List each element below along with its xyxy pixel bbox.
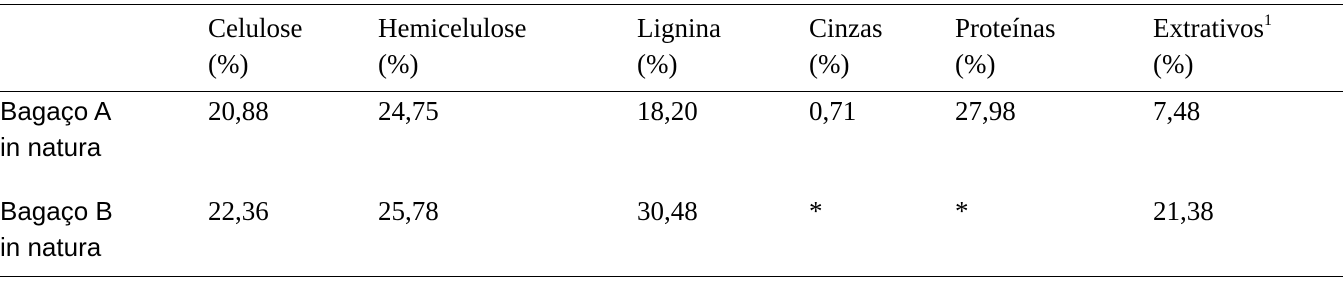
header-cell-celulose bbox=[208, 0, 378, 91]
table-cell: 0,71 bbox=[809, 96, 857, 126]
table-cell: 7,48 bbox=[1153, 96, 1201, 126]
header-name: Celulose bbox=[208, 13, 303, 43]
header-cell-hemicelulose bbox=[378, 0, 637, 91]
header-name: Cinzas bbox=[809, 13, 883, 43]
header-unit: (%) bbox=[955, 49, 996, 79]
header-name: Lignina bbox=[637, 13, 721, 43]
table-cell: * bbox=[955, 196, 969, 226]
table-cell: * bbox=[809, 196, 823, 226]
header-unit: (%) bbox=[1153, 49, 1194, 79]
header-unit: (%) bbox=[208, 49, 249, 79]
table-row bbox=[0, 183, 1343, 276]
table-row bbox=[0, 91, 1343, 183]
header-cell-empty bbox=[0, 0, 208, 91]
header-name: Proteínas bbox=[955, 13, 1056, 43]
header-cell-extrativos bbox=[1153, 0, 1343, 91]
table-cell: 30,48 bbox=[637, 196, 698, 226]
footnote-marker: 1 bbox=[1263, 12, 1272, 29]
table-cell: 21,38 bbox=[1153, 196, 1214, 226]
table-cell: 24,75 bbox=[378, 96, 439, 126]
header-unit: (%) bbox=[637, 49, 678, 79]
header-cell-proteinas bbox=[955, 0, 1153, 91]
row-label: Bagaço A in natura bbox=[0, 96, 112, 162]
row-label: Bagaço B in natura bbox=[0, 196, 113, 262]
table-header-row bbox=[0, 0, 1343, 91]
header-unit: (%) bbox=[378, 49, 419, 79]
header-name: Hemicelulose bbox=[378, 13, 527, 43]
table-cell: 25,78 bbox=[378, 196, 439, 226]
table-cell: 18,20 bbox=[637, 96, 698, 126]
header-name: Extrativos bbox=[1153, 13, 1264, 43]
header-unit: (%) bbox=[809, 49, 850, 79]
header-cell-cinzas bbox=[809, 0, 955, 91]
table-cell: 20,88 bbox=[208, 96, 269, 126]
table-cell: 22,36 bbox=[208, 196, 269, 226]
table-cell: 27,98 bbox=[955, 96, 1016, 126]
table-bottom-rule bbox=[0, 276, 1343, 277]
header-cell-lignina bbox=[637, 0, 809, 91]
